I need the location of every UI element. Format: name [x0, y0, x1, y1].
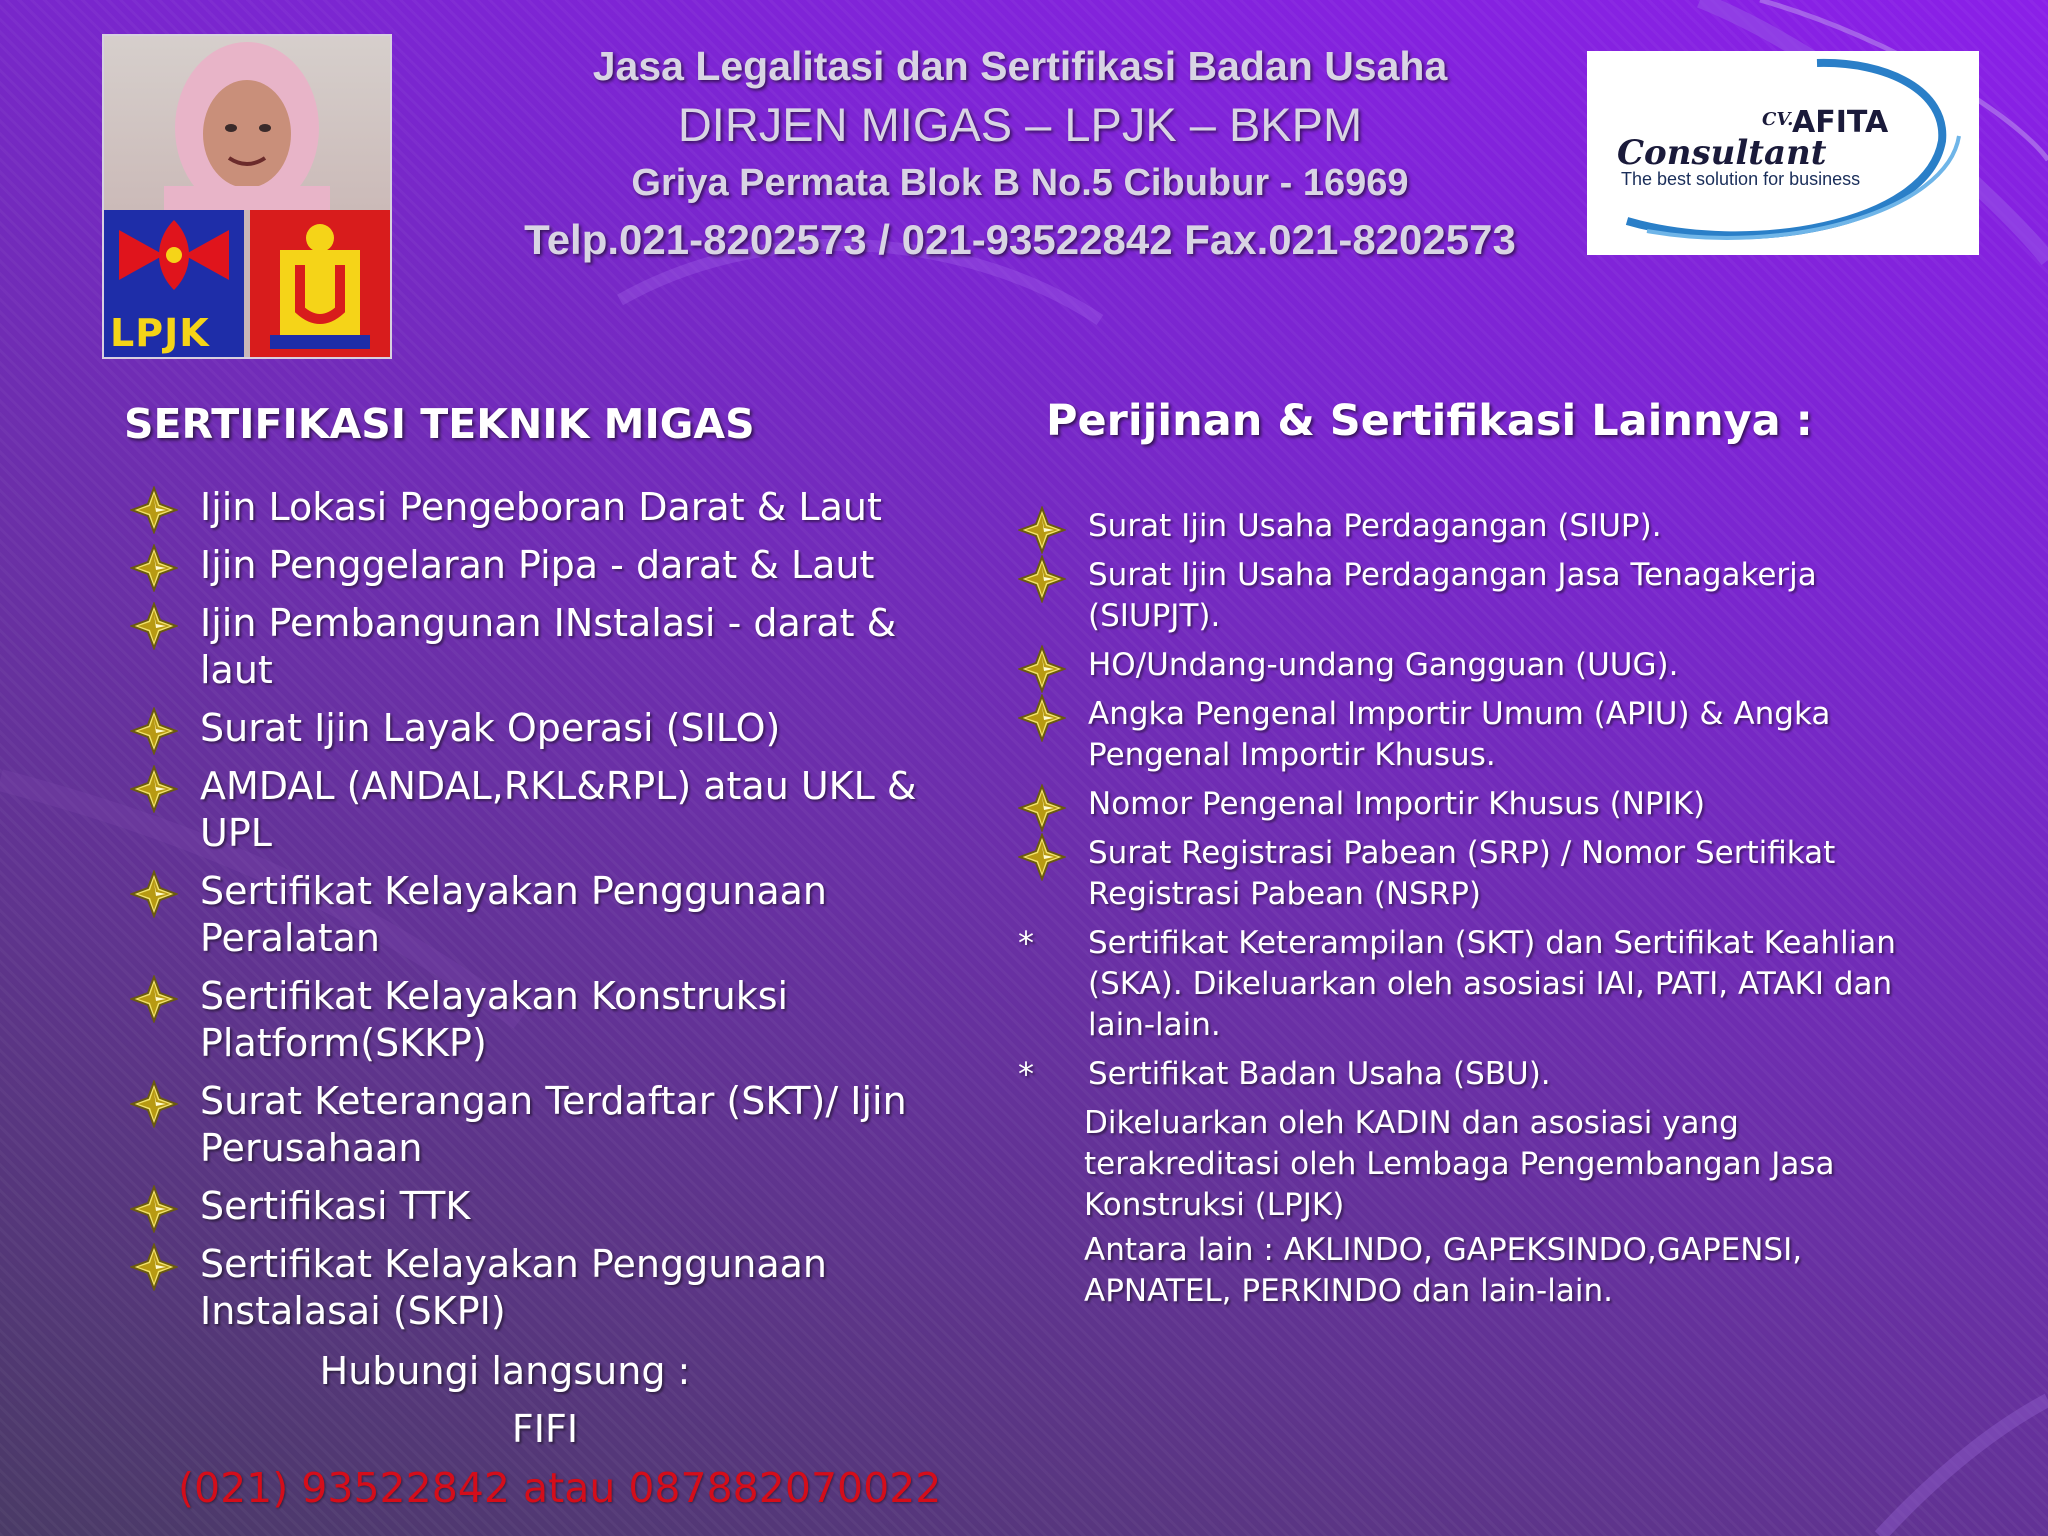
profile-photo	[104, 36, 390, 210]
diamond-bullet-icon	[130, 1185, 178, 1233]
list-item	[130, 868, 970, 962]
government-seal-logo	[250, 210, 390, 357]
list-item-label: Ijin Lokasi Pengeboran Darat & Laut	[200, 485, 882, 529]
header	[430, 36, 1610, 268]
diamond-bullet-icon	[1018, 506, 1066, 554]
list-item-label: Sertifikat Kelayakan Penggunaan Peralatan	[200, 869, 828, 960]
contact-label: Hubungi langsung :	[319, 1349, 691, 1393]
list-item	[130, 763, 970, 857]
paragraph-text: Dikeluarkan oleh KADIN dan asosiasi yang terakreditasi oleh Lembaga Pengembangan Jasa Konstruksi (LPJK)	[1084, 1105, 1835, 1223]
diamond-bullet-icon	[1018, 555, 1066, 603]
lpjk-logo	[104, 210, 244, 357]
diamond-bullet-icon	[130, 975, 178, 1023]
association-list-text	[1018, 1230, 1898, 1312]
list-item-label: Surat Ijin Usaha Perdagangan Jasa Tenagakerja (SIUPJT).	[1088, 557, 1817, 634]
lpjk-logo-text: LPJK	[110, 311, 210, 355]
diamond-bullet-icon	[130, 602, 178, 650]
list-item	[130, 1183, 970, 1230]
list-item-label: Surat Registrasi Pabean (SRP) / Nomor Sertifikat Registrasi Pabean (NSRP)	[1088, 835, 1836, 912]
sbu-description	[1018, 1103, 1898, 1226]
list-item	[130, 1241, 970, 1335]
diamond-bullet-icon	[130, 1243, 178, 1291]
person-silhouette-icon	[104, 36, 390, 210]
header-address: Griya Permata Blok B No.5 Cibubur - 16969	[631, 162, 1409, 204]
header-phone: Telp.021-8202573 / 021-93522842 Fax.021-8202573	[524, 216, 1516, 263]
header-title: Jasa Legalitasi dan Sertifikasi Badan Usaha	[592, 43, 1448, 89]
diamond-bullet-icon	[1018, 694, 1066, 742]
right-section-title: Perijinan & Sertifikasi Lainnya :	[1046, 396, 1813, 446]
list-item	[130, 600, 970, 694]
contact-phone: (021) 93522842 atau 087882070022	[178, 1464, 942, 1512]
seal-emblem-icon	[250, 210, 390, 357]
diamond-bullet-icon	[130, 544, 178, 592]
list-item	[1018, 923, 1898, 1046]
list-item	[1018, 506, 1898, 547]
list-item	[1018, 1054, 1898, 1095]
list-item	[1018, 645, 1898, 686]
afita-cv-label: CV.	[1762, 109, 1794, 130]
list-item	[130, 484, 970, 531]
diamond-bullet-icon	[130, 870, 178, 918]
list-item-label: Angka Pengenal Importir Umum (APIU) & Angka Pengenal Importir Khusus.	[1088, 696, 1831, 773]
lpjk-emblem-icon	[104, 210, 244, 315]
afita-consultant-text: Consultant	[1617, 133, 1827, 173]
list-item	[130, 973, 970, 1067]
list-item-label: Ijin Pembangunan INstalasi - darat & laut	[200, 601, 897, 692]
list-item-label: HO/Undang-undang Gangguan (UUG).	[1088, 647, 1679, 683]
diamond-bullet-icon	[1018, 833, 1066, 881]
list-item-label: Sertifikat Keterampilan (SKT) dan Sertifikat Keahlian (SKA). Dikeluarkan oleh asosiasi IAI, PATI, ATAKI dan lain-lain.	[1088, 925, 1896, 1043]
diamond-bullet-icon	[1018, 784, 1066, 832]
list-item-label: Sertifikat Kelayakan Konstruksi Platform(SKKP)	[200, 974, 789, 1065]
contact-name: FIFI	[511, 1407, 579, 1451]
list-item-label: Surat Ijin Layak Operasi (SILO)	[200, 706, 781, 750]
migas-certification-list	[130, 484, 970, 1346]
other-permits-list	[1018, 506, 1898, 1320]
afita-consultant-logo	[1587, 51, 1979, 255]
list-item	[1018, 694, 1898, 776]
profile-logo-block	[102, 34, 392, 359]
diamond-bullet-icon	[130, 707, 178, 755]
list-item	[1018, 555, 1898, 637]
list-item-label: AMDAL (ANDAL,RKL&RPL) atau UKL & UPL	[200, 764, 917, 855]
list-item-label: Nomor Pengenal Importir Khusus (NPIK)	[1088, 786, 1706, 822]
list-item-label: Ijin Penggelaran Pipa - darat & Laut	[200, 543, 875, 587]
diamond-bullet-icon	[1018, 645, 1066, 693]
list-item	[130, 705, 970, 752]
header-agencies: DIRJEN MIGAS – LPJK – BKPM	[677, 98, 1363, 151]
list-item-label: Sertifikasi TTK	[200, 1184, 471, 1228]
list-item	[1018, 833, 1898, 915]
diamond-bullet-icon	[130, 1080, 178, 1128]
list-item-label: Sertifikat Badan Usaha (SBU).	[1088, 1056, 1551, 1092]
diamond-bullet-icon	[130, 486, 178, 534]
left-section-title: SERTIFIKASI TEKNIK MIGAS	[124, 400, 755, 448]
afita-tagline: The best solution for business	[1621, 169, 1861, 189]
list-item-label: Sertifikat Kelayakan Penggunaan Instalasai (SKPI)	[200, 1242, 828, 1333]
list-item	[1018, 784, 1898, 825]
afita-name: AFITA	[1792, 105, 1889, 140]
diamond-bullet-icon	[130, 765, 178, 813]
asterisk-bullet: *	[1018, 1055, 1034, 1093]
list-item-label: Surat Keterangan Terdaftar (SKT)/ Ijin Perusahaan	[200, 1079, 907, 1170]
list-item-label: Surat Ijin Usaha Perdagangan (SIUP).	[1088, 508, 1662, 544]
list-item	[130, 542, 970, 589]
paragraph-text: Antara lain : AKLINDO, GAPEKSINDO,GAPENSI, APNATEL, PERKINDO dan lain-lain.	[1084, 1232, 1803, 1309]
list-item	[130, 1078, 970, 1172]
asterisk-bullet: *	[1018, 924, 1034, 962]
